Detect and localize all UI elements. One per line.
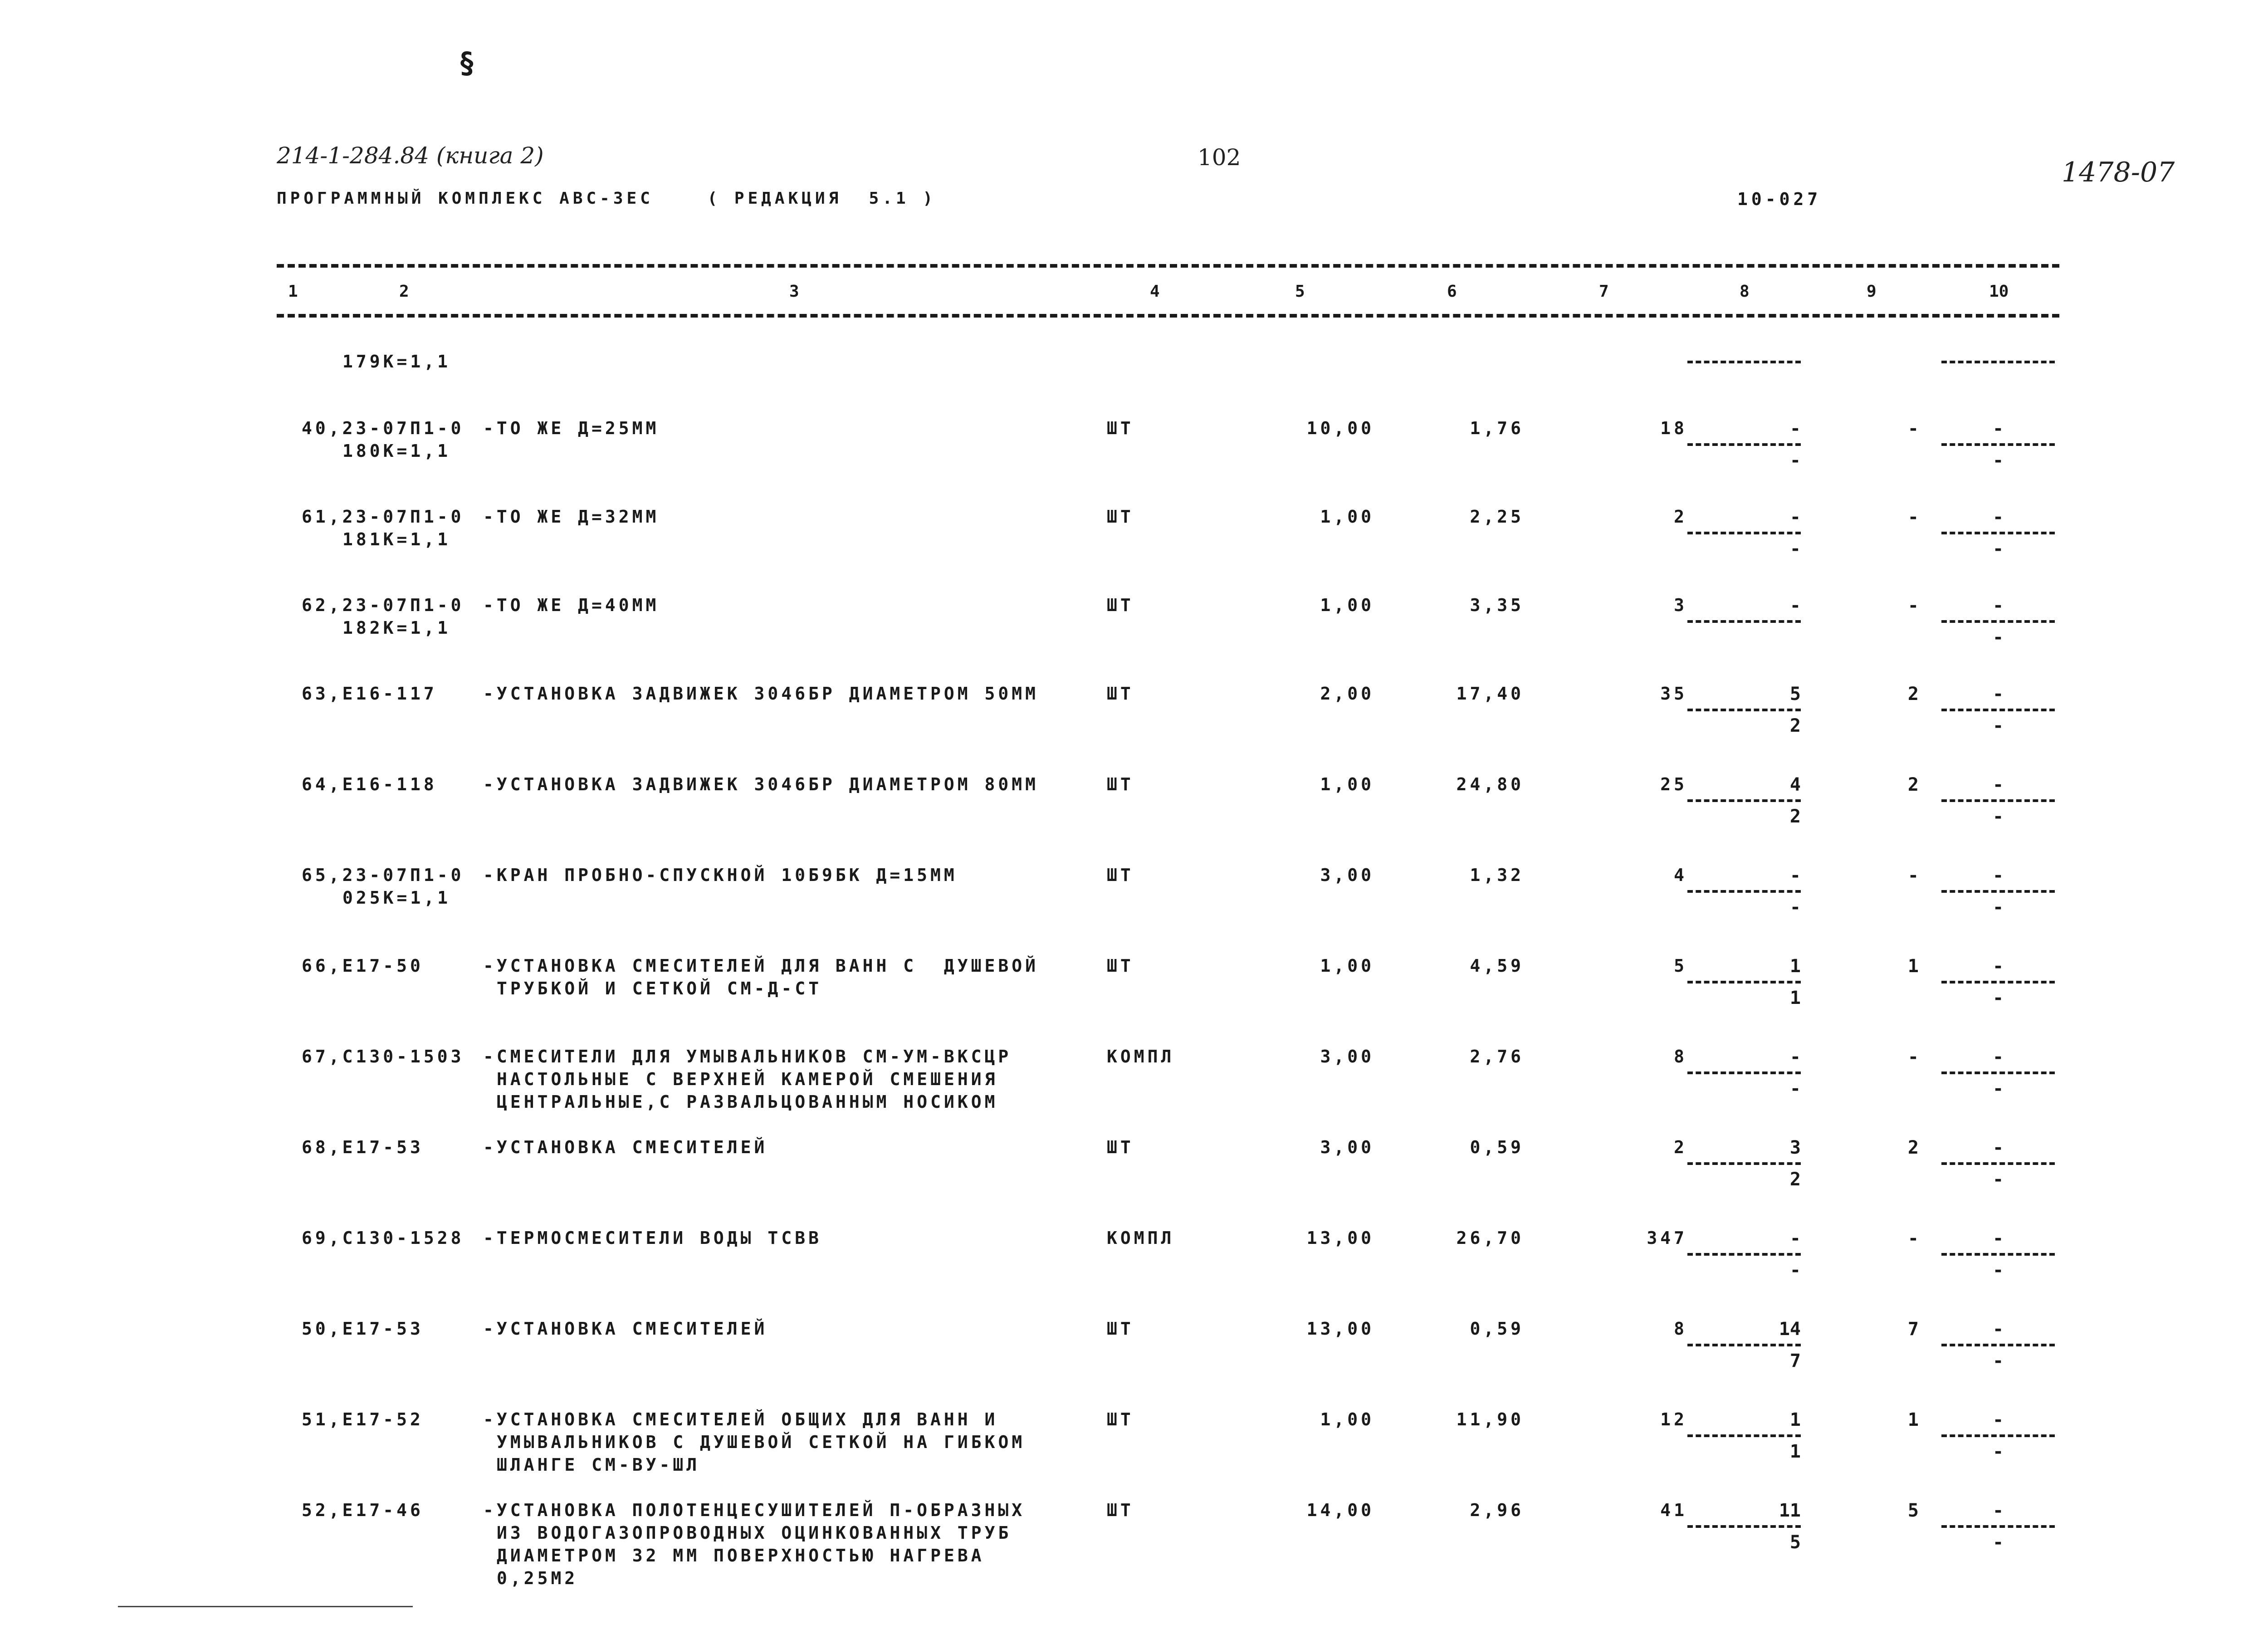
row-description: -УСТАНОВКА ЗАДВИЖЕК 3046БР ДИАМЕТРОМ 80ММ [483, 774, 1039, 794]
row-code: 64,Е16-118 [302, 774, 437, 794]
fraction-top: 11 [1779, 1500, 1801, 1521]
fraction-line [1687, 443, 1801, 446]
document-code: 214-1-284.84 (книга 2) [277, 142, 544, 169]
row-code: 68,Е17-53 [302, 1137, 424, 1157]
corner-mark: 1478-07 [2062, 157, 2175, 188]
row-quantity: 1,00 [1320, 1409, 1374, 1429]
column-header: 3 [789, 282, 799, 301]
row-quantity: 13,00 [1306, 1228, 1374, 1248]
carry-line: 179К=1,1 [342, 352, 451, 372]
row-unit: ШТ [1107, 595, 1134, 615]
fraction-line [1941, 799, 2055, 802]
row-price: 0,59 [1470, 1319, 1524, 1339]
fraction-line [1687, 1253, 1801, 1256]
fraction-line [1941, 709, 2055, 711]
row-code: 66,Е17-50 [302, 956, 424, 976]
fraction-top: - [1789, 1047, 1801, 1067]
fraction-bottom: - [1789, 897, 1801, 918]
fraction-bottom: - [1992, 1078, 2004, 1099]
fraction-bottom: - [1992, 1260, 2004, 1281]
fraction-line [1687, 1072, 1801, 1074]
fraction-bottom: 1 [1789, 988, 1801, 1008]
row-description: -ТО ЖЕ Д=25ММ [483, 418, 660, 438]
fraction-line [1687, 532, 1801, 534]
fraction-top: - [1992, 956, 2004, 977]
row-col9: 5 [1907, 1500, 1919, 1521]
fraction-line [1941, 981, 2055, 983]
row-col9: 2 [1907, 684, 1919, 705]
row-description: -ТЕРМОСМЕСИТЕЛИ ВОДЫ ТСВВ [483, 1228, 822, 1248]
fraction-top: 4 [1789, 774, 1801, 795]
row-description: -УСТАНОВКА ЗАДВИЖЕК 3046БР ДИАМЕТРОМ 50ММ [483, 684, 1039, 704]
row-code: 50,Е17-53 [302, 1319, 424, 1339]
fraction-line [1687, 981, 1801, 983]
row-description: -УСТАНОВКА ПОЛОТЕНЦЕСУШИТЕЛЕЙ П-ОБРАЗНЫХ [483, 1500, 1026, 1520]
page-number: 102 [1198, 144, 1241, 171]
row-code: 40,23-07П1-0 [302, 418, 464, 438]
row-col9: 1 [1907, 956, 1919, 977]
header-top-rule [277, 264, 2059, 268]
fraction-line [1687, 1525, 1801, 1528]
row-code-suffix: 182К=1,1 [342, 618, 451, 638]
fraction-bottom: - [1992, 806, 2004, 827]
row-quantity: 10,00 [1306, 418, 1374, 438]
document-id: 10-027 [1737, 189, 1822, 209]
row-quantity: 14,00 [1306, 1500, 1374, 1520]
row-description: -ТО ЖЕ Д=32ММ [483, 507, 660, 527]
fraction-bottom: - [1992, 1441, 2004, 1462]
fraction-line [1941, 1434, 2055, 1437]
fraction-top: - [1992, 595, 2004, 616]
fraction-top: - [1992, 1319, 2004, 1340]
row-price: 4,59 [1470, 956, 1524, 976]
row-col9: - [1907, 1228, 1919, 1249]
row-total: 2 [1674, 1137, 1687, 1157]
row-unit: ШТ [1107, 865, 1134, 885]
top-glyph: § [458, 47, 476, 80]
row-description: -КРАН ПРОБНО-СПУСКНОЙ 10Б9БК Д=15ММ [483, 865, 958, 885]
row-unit: КОМПЛ [1107, 1228, 1175, 1248]
fraction-bottom: - [1789, 1260, 1801, 1281]
row-col9: - [1907, 418, 1919, 439]
row-price: 0,59 [1470, 1137, 1524, 1157]
row-price: 1,76 [1470, 418, 1524, 438]
row-unit: ШТ [1107, 774, 1134, 794]
row-quantity: 1,00 [1320, 595, 1374, 615]
row-code: 62,23-07П1-0 [302, 595, 464, 615]
fraction-line [1941, 1525, 2055, 1528]
footer-rule [118, 1606, 413, 1607]
fraction-line [1687, 1344, 1801, 1346]
fraction-bottom: 2 [1789, 715, 1801, 736]
fraction-top: - [1992, 418, 2004, 439]
fraction-line [1941, 443, 2055, 446]
row-quantity: 1,00 [1320, 956, 1374, 976]
row-col9: 1 [1907, 1409, 1919, 1430]
fraction-top: - [1789, 595, 1801, 616]
row-description: -СМЕСИТЕЛИ ДЛЯ УМЫВАЛЬНИКОВ СМ-УМ-ВКСЦР [483, 1047, 1012, 1067]
column-header: 4 [1150, 282, 1160, 301]
row-price: 24,80 [1456, 774, 1524, 794]
column-header: 5 [1295, 282, 1305, 301]
fraction-top: - [1992, 684, 2004, 705]
fraction-line [1941, 1162, 2055, 1165]
row-code-suffix: 181К=1,1 [342, 529, 451, 549]
fraction-bottom: - [1992, 1532, 2004, 1553]
row-total: 5 [1674, 956, 1687, 976]
fraction-top: - [1992, 507, 2004, 528]
column-header: 8 [1740, 282, 1750, 301]
row-quantity: 1,00 [1320, 507, 1374, 527]
column-header: 10 [1989, 282, 2009, 301]
row-price: 1,32 [1470, 865, 1524, 885]
fraction-line [1687, 620, 1801, 623]
row-code: 63,Е16-117 [302, 684, 437, 704]
fraction-top: 3 [1789, 1137, 1801, 1158]
row-total: 2 [1674, 507, 1687, 527]
fraction-bottom: - [1992, 988, 2004, 1008]
fraction-bottom: - [1992, 450, 2004, 471]
fraction-line [1941, 1072, 2055, 1074]
fraction-bottom: - [1992, 538, 2004, 559]
row-code: 69,С130-1528 [302, 1228, 464, 1248]
fraction-top: 1 [1789, 956, 1801, 977]
row-quantity: 3,00 [1320, 865, 1374, 885]
fraction-bottom: 5 [1789, 1532, 1801, 1553]
row-description: УМЫВАЛЬНИКОВ С ДУШЕВОЙ СЕТКОЙ НА ГИБКОМ [497, 1432, 1026, 1452]
row-unit: ШТ [1107, 1409, 1134, 1429]
row-quantity: 3,00 [1320, 1047, 1374, 1067]
fraction-top: - [1992, 865, 2004, 886]
row-col9: 2 [1907, 774, 1919, 795]
header-bottom-rule [277, 314, 2059, 318]
row-unit: ШТ [1107, 1319, 1134, 1339]
fraction-top: - [1992, 1047, 2004, 1067]
row-total: 3 [1674, 595, 1687, 615]
row-description: -УСТАНОВКА СМЕСИТЕЛЕЙ ДЛЯ ВАНН С ДУШЕВОЙ [483, 956, 1039, 976]
fraction-bottom: - [1992, 1169, 2004, 1190]
row-unit: ШТ [1107, 1137, 1134, 1157]
row-price: 11,90 [1456, 1409, 1524, 1429]
fraction-bottom: 7 [1789, 1350, 1801, 1371]
row-code: 67,С130-1503 [302, 1047, 464, 1067]
row-unit: ШТ [1107, 1500, 1134, 1520]
row-unit: ШТ [1107, 684, 1134, 704]
row-total: 35 [1660, 684, 1687, 704]
fraction-top: - [1789, 507, 1801, 528]
row-total: 25 [1660, 774, 1687, 794]
fraction-line [1941, 620, 2055, 623]
fraction-bottom: - [1789, 1078, 1801, 1099]
fraction-line [1687, 709, 1801, 711]
row-col9: - [1907, 1047, 1919, 1067]
row-price: 17,40 [1456, 684, 1524, 704]
row-code: 52,Е17-46 [302, 1500, 424, 1520]
row-description: -УСТАНОВКА СМЕСИТЕЛЕЙ [483, 1137, 768, 1157]
fraction-top: - [1992, 1409, 2004, 1430]
fraction-top: 14 [1779, 1319, 1801, 1340]
fraction-bottom: 2 [1789, 806, 1801, 827]
column-header: 7 [1599, 282, 1609, 301]
row-total: 18 [1660, 418, 1687, 438]
fraction-line [1687, 799, 1801, 802]
fraction-bottom: - [1992, 627, 2004, 648]
fraction-top: 5 [1789, 684, 1801, 705]
row-description: НАСТОЛЬНЫЕ С ВЕРХНЕЙ КАМЕРОЙ СМЕШЕНИЯ [497, 1069, 998, 1089]
row-quantity: 13,00 [1306, 1319, 1374, 1339]
row-col9: - [1907, 865, 1919, 886]
row-description: ДИАМЕТРОМ 32 ММ ПОВЕРХНОСТЬЮ НАГРЕВА [497, 1546, 985, 1566]
row-price: 2,76 [1470, 1047, 1524, 1067]
fraction-top: - [1992, 1500, 2004, 1521]
row-total: 12 [1660, 1409, 1687, 1429]
row-col9: 2 [1907, 1137, 1919, 1158]
column-header: 6 [1447, 282, 1457, 301]
row-description: ИЗ ВОДОГАЗОПРОВОДНЫХ ОЦИНКОВАННЫХ ТРУБ [497, 1523, 1012, 1543]
fraction-top: - [1992, 774, 2004, 795]
fraction-line [1687, 1434, 1801, 1437]
column-header: 9 [1867, 282, 1877, 301]
row-price: 2,25 [1470, 507, 1524, 527]
fraction-bottom: 1 [1789, 1441, 1801, 1462]
row-quantity: 3,00 [1320, 1137, 1374, 1157]
row-col9: - [1907, 595, 1919, 616]
row-code-suffix: 180К=1,1 [342, 441, 451, 461]
fraction-bottom: - [1789, 450, 1801, 471]
fraction-line [1941, 1344, 2055, 1346]
column-header: 2 [399, 282, 409, 301]
row-price: 26,70 [1456, 1228, 1524, 1248]
fraction-bottom: - [1789, 538, 1801, 559]
fraction-top: - [1789, 1228, 1801, 1249]
fraction-top: - [1789, 865, 1801, 886]
row-total: 347 [1647, 1228, 1687, 1248]
fraction-line [1687, 890, 1801, 893]
row-description: -УСТАНОВКА СМЕСИТЕЛЕЙ [483, 1319, 768, 1339]
row-quantity: 1,00 [1320, 774, 1374, 794]
row-description: -УСТАНОВКА СМЕСИТЕЛЕЙ ОБЩИХ ДЛЯ ВАНН И [483, 1409, 998, 1429]
row-unit: ШТ [1107, 418, 1134, 438]
fraction-bottom: - [1992, 897, 2004, 918]
fraction-bottom: - [1992, 715, 2004, 736]
row-unit: ШТ [1107, 507, 1134, 527]
row-description: 0,25М2 [497, 1568, 578, 1588]
row-quantity: 2,00 [1320, 684, 1374, 704]
column-header: 1 [288, 282, 298, 301]
fraction-bottom: 2 [1789, 1169, 1801, 1190]
program-header: ПРОГРАММНЫЙ КОМПЛЕКС АВС-ЗЕС ( РЕДАКЦИЯ 5.1 ) [277, 189, 937, 208]
row-code-suffix: 025К=1,1 [342, 888, 451, 908]
row-total: 8 [1674, 1319, 1687, 1339]
row-description: -ТО ЖЕ Д=40ММ [483, 595, 660, 615]
row-col9: - [1907, 507, 1919, 528]
row-price: 3,35 [1470, 595, 1524, 615]
fraction-line [1687, 1162, 1801, 1165]
row-code: 61,23-07П1-0 [302, 507, 464, 527]
fraction-top: 1 [1789, 1409, 1801, 1430]
row-description: ШЛАНГЕ СМ-ВУ-ШЛ [497, 1455, 700, 1475]
fraction-top: - [1789, 418, 1801, 439]
fraction-line [1941, 1253, 2055, 1256]
row-code: 51,Е17-52 [302, 1409, 424, 1429]
row-code: 65,23-07П1-0 [302, 865, 464, 885]
fraction-bottom: - [1992, 1350, 2004, 1371]
fraction-top: - [1992, 1228, 2004, 1249]
fraction-line [1941, 361, 2055, 363]
row-total: 8 [1674, 1047, 1687, 1067]
fraction-top: - [1992, 1137, 2004, 1158]
fraction-line [1941, 890, 2055, 893]
row-description: ЦЕНТРАЛЬНЫЕ,С РАЗВАЛЬЦОВАННЫМ НОСИКОМ [497, 1092, 998, 1112]
row-total: 4 [1674, 865, 1687, 885]
fraction-line [1941, 532, 2055, 534]
row-description: ТРУБКОЙ И СЕТКОЙ СМ-Д-СТ [497, 979, 822, 998]
row-unit: ШТ [1107, 956, 1134, 976]
row-unit: КОМПЛ [1107, 1047, 1175, 1067]
row-total: 41 [1660, 1500, 1687, 1520]
row-col9: 7 [1907, 1319, 1919, 1340]
row-price: 2,96 [1470, 1500, 1524, 1520]
fraction-line [1687, 361, 1801, 363]
